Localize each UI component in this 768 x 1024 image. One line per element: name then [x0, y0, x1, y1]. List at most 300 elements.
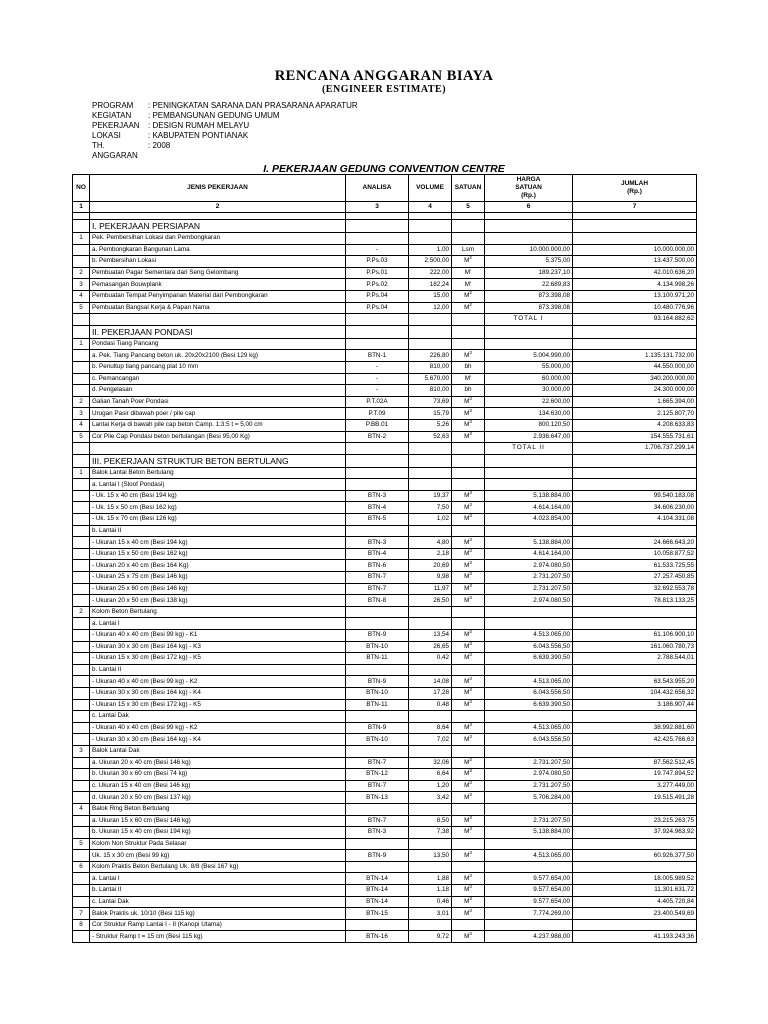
table-row: [73, 769, 697, 781]
row-harga-satuan: 22.689,83: [485, 279, 573, 291]
row-no: [73, 537, 90, 549]
row-harga-satuan: [485, 479, 573, 491]
row-harga-satuan: 6.639.390,50: [485, 653, 573, 665]
row-satuan: [452, 687, 485, 699]
header-jenis-pekerjaan: JENIS PEKERJAAN: [90, 175, 346, 202]
row-satuan: [452, 676, 485, 688]
project-info-value: : PEMBANGUNAN GEDUNG UMUM: [148, 111, 280, 120]
row-volume: 810,00: [409, 361, 452, 373]
row-harga-satuan: 6.639.390,50: [485, 699, 573, 711]
row-volume: [409, 467, 452, 479]
row-harga-satuan: 9.577.654,00: [485, 885, 573, 897]
project-info-value: : PENINGKATAN SARANA DAN PRASARANA APARATUR: [148, 101, 358, 110]
row-satuan: [452, 838, 485, 850]
row-no: [73, 514, 90, 526]
row-no: [73, 792, 90, 804]
row-jumlah: [573, 664, 697, 676]
row-satuan: [452, 244, 485, 256]
row-description: Pek. Pembersihan Lokasi dan Pembongkaran: [90, 233, 346, 245]
row-jumlah: 42.010.636,20: [573, 267, 697, 279]
row-volume: 2.500,00: [409, 256, 452, 268]
table-row: [73, 873, 697, 885]
row-no: [73, 583, 90, 595]
satuan-exponent: 2: [469, 302, 472, 307]
table-row: [73, 653, 697, 665]
row-analisa: [346, 803, 409, 815]
row-jumlah: 11.301.631,72: [573, 885, 697, 897]
row-analisa: BTN-1: [346, 350, 409, 362]
row-description: - Ukuran 15 x 50 cm (Besi 162 kg): [90, 548, 346, 560]
table-row: [73, 803, 697, 815]
satuan-text: M: [464, 596, 470, 604]
row-no: [73, 479, 90, 491]
satuan-text: bh: [464, 363, 472, 371]
section-title: I. PEKERJAAN GEDUNG CONVENTION CENTRE: [263, 163, 505, 175]
row-description: Pondasi Tiang Pancang: [90, 338, 346, 350]
row-no: [73, 722, 90, 734]
row-analisa: [346, 233, 409, 245]
satuan-exponent: 3: [469, 849, 472, 855]
satuan-exponent: 3: [469, 490, 472, 496]
row-volume: 8,50: [409, 815, 452, 827]
row-analisa: BTN-3: [346, 827, 409, 839]
table-row: [73, 722, 697, 734]
row-volume: [409, 664, 452, 676]
row-description: a. Lantai I (Sloof Pondasi): [90, 479, 346, 491]
row-satuan: [452, 606, 485, 618]
row-satuan: [452, 861, 485, 873]
row-description: Lantai Kerja di bawah pile cap beton Camp. 1:3:5 t = 5,00 cm: [90, 419, 346, 431]
row-jumlah: 61.106.900,10: [573, 630, 697, 642]
row-satuan: [452, 338, 485, 350]
row-jumlah: 41.193.243,36: [573, 931, 697, 943]
row-description: Balok Praktis uk. 10/10 (Besi 115 kg): [90, 908, 346, 920]
row-no: [73, 896, 90, 908]
row-analisa: P.T.09: [346, 408, 409, 420]
satuan-exponent: 3: [469, 583, 472, 588]
header-no: NO: [73, 175, 90, 202]
row-no: 1: [73, 338, 90, 350]
row-analisa: P.Ps.02: [346, 279, 409, 291]
row-analisa: -: [346, 373, 409, 385]
row-jumlah: 37.924.963,92: [573, 827, 697, 839]
satuan-text: M: [464, 432, 470, 440]
row-satuan: [452, 408, 485, 420]
row-satuan: [452, 537, 485, 549]
table-row: [73, 815, 697, 827]
empty-cell: [346, 220, 409, 233]
empty-cell: [452, 443, 485, 455]
row-harga-satuan: [485, 338, 573, 350]
project-info-row: [92, 131, 358, 141]
row-volume: 26,65: [409, 641, 452, 653]
row-jumlah: 87.562.512,45: [573, 757, 697, 769]
table-row: [73, 908, 697, 920]
row-harga-satuan: 4.614.164,00: [485, 502, 573, 514]
row-description: Balok Ring Beton Bertulang: [90, 803, 346, 815]
empty-cell: [485, 325, 573, 338]
row-analisa: [346, 919, 409, 931]
row-description: d. Ukuran 20 x 50 cm (Besi 137 kg): [90, 792, 346, 804]
row-volume: 7,50: [409, 502, 452, 514]
row-no: [73, 325, 90, 338]
table-row: [73, 514, 697, 526]
row-satuan: [452, 699, 485, 711]
row-jumlah: 78.813.133,25: [573, 595, 697, 607]
empty-cell: [409, 443, 452, 455]
table-row: [73, 827, 697, 839]
row-analisa: BTN-9: [346, 676, 409, 688]
row-analisa: BTN-11: [346, 653, 409, 665]
row-analisa: BTN-7: [346, 572, 409, 584]
empty-cell: [346, 213, 409, 220]
empty-cell: [485, 454, 573, 467]
header-analisa: ANALISA: [346, 175, 409, 202]
empty-cell: [452, 454, 485, 467]
satuan-text: M: [464, 724, 470, 732]
row-jumlah: 2.125.807,70: [573, 408, 697, 420]
row-satuan: [452, 618, 485, 630]
row-satuan: [452, 769, 485, 781]
empty-cell: [573, 454, 697, 467]
row-no: 1: [73, 233, 90, 245]
row-no: [73, 815, 90, 827]
row-harga-satuan: 6.043.556,50: [485, 641, 573, 653]
row-no: [73, 653, 90, 665]
row-no: [73, 850, 90, 862]
row-volume: [409, 233, 452, 245]
row-description: Balok Lantai Dak: [90, 745, 346, 757]
row-analisa: BTN-9: [346, 722, 409, 734]
row-harga-satuan: 5.138.884,00: [485, 490, 573, 502]
row-volume: 17,28: [409, 687, 452, 699]
satuan-text: M: [464, 770, 470, 778]
row-jumlah: 24.666.643,20: [573, 537, 697, 549]
empty-cell: [452, 314, 485, 326]
row-analisa: BTN-7: [346, 757, 409, 769]
row-volume: [409, 838, 452, 850]
row-harga-satuan: [485, 233, 573, 245]
row-jumlah: [573, 606, 697, 618]
satuan-exponent: 3: [469, 513, 472, 519]
satuan-text: M: [464, 782, 470, 790]
row-description: a. Lantai I: [90, 618, 346, 630]
header-harga-line3: (Rp.): [521, 192, 536, 199]
row-description: a. Ukuran 20 x 40 cm (Besi 146 kg): [90, 757, 346, 769]
table-row: [73, 361, 697, 373]
row-description: b. Lantai II: [90, 525, 346, 537]
empty-cell: [485, 213, 573, 220]
row-satuan: [452, 931, 485, 943]
row-analisa: -: [346, 244, 409, 256]
row-analisa: [346, 838, 409, 850]
col-number: 2: [90, 202, 346, 213]
row-satuan: [452, 827, 485, 839]
row-volume: [409, 618, 452, 630]
table-row: [73, 467, 697, 479]
row-no: [73, 595, 90, 607]
satuan-exponent: 3: [469, 652, 472, 658]
row-jumlah: 99.540.183,08: [573, 490, 697, 502]
row-jumlah: 4.104.331,08: [573, 514, 697, 526]
row-no: 7: [73, 908, 90, 920]
empty-cell: [409, 325, 452, 338]
table-row: [73, 850, 697, 862]
row-no: 4: [73, 419, 90, 431]
row-satuan: [452, 548, 485, 560]
row-jumlah: 34.606.230,00: [573, 502, 697, 514]
project-info-row: [92, 111, 358, 121]
table-row: [73, 431, 697, 443]
satuan-text: M: [464, 303, 470, 311]
row-harga-satuan: 4.614.164,00: [485, 548, 573, 560]
satuan-exponent: 3: [469, 826, 472, 832]
row-jumlah: 1.135.131.732,00: [573, 350, 697, 362]
row-analisa: BTN-9: [346, 630, 409, 642]
row-description: - Ukuran 40 x 40 cm (Besi 99 kg) - K2: [90, 676, 346, 688]
row-jumlah: 61.533.725,55: [573, 560, 697, 572]
row-satuan: [452, 780, 485, 792]
table-row: [73, 676, 697, 688]
row-volume: 810,00: [409, 385, 452, 397]
row-description: c. Pemancangan: [90, 373, 346, 385]
row-harga-satuan: [485, 664, 573, 676]
satuan-text: M: [464, 257, 470, 265]
table-row: [73, 537, 697, 549]
header-jumlah: [573, 175, 697, 202]
satuan-exponent: 3: [469, 907, 472, 913]
section-header-row: [73, 454, 697, 467]
row-analisa: [346, 711, 409, 723]
row-jumlah: [573, 618, 697, 630]
project-info-key: PROGRAM: [92, 101, 134, 110]
row-volume: 1,20: [409, 780, 452, 792]
satuan-text: M: [464, 677, 470, 685]
row-jumlah: 18.005.989,52: [573, 873, 697, 885]
row-description: - Ukuran 30 x 30 cm (Besi 164 kg) - K4: [90, 687, 346, 699]
budget-table: [72, 174, 697, 943]
row-jumlah: 340.200.000,00: [573, 373, 697, 385]
row-satuan: [452, 267, 485, 279]
satuan-exponent: 3: [469, 501, 472, 507]
row-jumlah: 44.550.000,00: [573, 361, 697, 373]
row-jumlah: 19.747.894,52: [573, 769, 697, 781]
table-row: [73, 560, 697, 572]
row-satuan: [452, 525, 485, 537]
satuan-exponent: 3: [469, 675, 472, 681]
row-jumlah: [573, 479, 697, 491]
row-harga-satuan: 5.138.884,00: [485, 537, 573, 549]
row-satuan: [452, 908, 485, 920]
satuan-text: M: [464, 398, 470, 406]
row-satuan: [452, 630, 485, 642]
row-harga-satuan: 4.513.065,00: [485, 676, 573, 688]
row-satuan: [452, 792, 485, 804]
section-header-label: I. PEKERJAAN PERSIAPAN: [90, 220, 346, 233]
satuan-exponent: 3: [469, 431, 472, 436]
row-description: d. Pengelasan: [90, 385, 346, 397]
spacer-row: [73, 213, 697, 220]
empty-cell: [73, 443, 90, 455]
row-no: [73, 350, 90, 362]
row-harga-satuan: 9.577.654,00: [485, 896, 573, 908]
table-row: [73, 290, 697, 302]
satuan-exponent: 3: [469, 419, 472, 425]
satuan-text: M: [464, 550, 470, 558]
row-analisa: BTN-14: [346, 873, 409, 885]
row-satuan: [452, 885, 485, 897]
satuan-text: M: [464, 886, 470, 894]
row-description: - Ukuran 40 x 40 cm (Besi 99 kg) - K2: [90, 722, 346, 734]
row-description: - Ukuran 15 x 30 cm (Besi 172 kg) - K5: [90, 653, 346, 665]
row-no: [73, 676, 90, 688]
row-satuan: [452, 479, 485, 491]
row-harga-satuan: 5.004.990,00: [485, 350, 573, 362]
empty-cell: [573, 220, 697, 233]
header-volume: VOLUME: [409, 175, 452, 202]
row-satuan: [452, 302, 485, 314]
row-jumlah: 3.277.449,00: [573, 780, 697, 792]
row-jumlah: [573, 919, 697, 931]
row-analisa: BTN-10: [346, 687, 409, 699]
table-row: [73, 711, 697, 723]
row-jumlah: [573, 467, 697, 479]
section-header-row: [73, 220, 697, 233]
row-description: a. Lantai I: [90, 873, 346, 885]
satuan-text: M: [464, 828, 470, 836]
row-harga-satuan: 55.000,00: [485, 361, 573, 373]
row-volume: 1,00: [409, 244, 452, 256]
col-number: 3: [346, 202, 409, 213]
row-volume: 4,80: [409, 537, 452, 549]
table-row: [73, 792, 697, 804]
row-no: [73, 780, 90, 792]
row-jumlah: 19.515.491,28: [573, 792, 697, 804]
row-analisa: BTN-10: [346, 734, 409, 746]
satuan-text: M: [464, 292, 470, 300]
total-row: [73, 314, 697, 326]
table-row: [73, 780, 697, 792]
row-volume: 222,00: [409, 267, 452, 279]
row-description: c. Lantai Dak: [90, 896, 346, 908]
row-satuan: [452, 757, 485, 769]
row-description: - Ukuran 20 x 50 cm (Besi 138 kg): [90, 595, 346, 607]
row-analisa: P.Ps.04: [346, 302, 409, 314]
row-no: [73, 873, 90, 885]
row-harga-satuan: 9.577.654,00: [485, 873, 573, 885]
section-header-row: [73, 325, 697, 338]
col-number: 7: [573, 202, 697, 213]
row-jumlah: 38.992.881,60: [573, 722, 697, 734]
empty-cell: [409, 314, 452, 326]
row-analisa: BTN-8: [346, 595, 409, 607]
row-no: [73, 630, 90, 642]
row-description: a. Pembongkaran Bangunan Lama: [90, 244, 346, 256]
satuan-exponent: 2: [469, 255, 472, 261]
satuan-exponent: 3: [469, 757, 472, 762]
row-volume: 1,88: [409, 873, 452, 885]
empty-cell: [573, 325, 697, 338]
row-analisa: BTN-6: [346, 560, 409, 572]
satuan-exponent: 2: [469, 290, 472, 296]
table-row: [73, 338, 697, 350]
row-satuan: [452, 919, 485, 931]
row-satuan: [452, 896, 485, 908]
row-analisa: BTN-7: [346, 780, 409, 792]
row-harga-satuan: [485, 745, 573, 757]
table-row: [73, 699, 697, 711]
row-no: 3: [73, 279, 90, 291]
row-jumlah: 3.186.907,44: [573, 699, 697, 711]
row-volume: 52,63: [409, 431, 452, 443]
satuan-exponent: 3: [469, 815, 472, 820]
row-harga-satuan: [485, 618, 573, 630]
satuan-text: bh: [464, 386, 472, 394]
row-jumlah: 42.425.766,63: [573, 734, 697, 746]
row-jumlah: 60.926.377,50: [573, 850, 697, 862]
empty-cell: [346, 314, 409, 326]
row-harga-satuan: 873.398,08: [485, 302, 573, 314]
header-jumlah-line1: JUMLAH: [620, 180, 649, 187]
table-row: [73, 419, 697, 431]
row-satuan: [452, 641, 485, 653]
row-description: - Ukuran 25 x 75 cm (Besi 146 kg): [90, 572, 346, 584]
row-harga-satuan: 30.000,00: [485, 385, 573, 397]
row-no: [73, 256, 90, 268]
row-description: Galian Tanah Poer Pondasi: [90, 396, 346, 408]
row-harga-satuan: [485, 467, 573, 479]
total-value: 1.706.737.299,14: [573, 443, 697, 455]
satuan-exponent: 3: [469, 896, 472, 901]
satuan-text: M': [464, 269, 472, 277]
row-description: b. Ukuran 30 x 60 cm (Besi 74 kg): [90, 769, 346, 781]
row-jumlah: [573, 525, 697, 537]
row-harga-satuan: 5.375,00: [485, 256, 573, 268]
row-description: - Uk. 15 x 70 cm (Besi 126 kg): [90, 514, 346, 526]
row-no: [73, 502, 90, 514]
row-no: [73, 220, 90, 233]
row-harga-satuan: 4.513.065,00: [485, 850, 573, 862]
row-harga-satuan: 5.138.884,00: [485, 827, 573, 839]
satuan-exponent: 3: [469, 407, 472, 413]
row-no: [73, 560, 90, 572]
table-row: [73, 838, 697, 850]
satuan-text: M: [464, 584, 470, 592]
row-harga-satuan: 2.936.647,00: [485, 431, 573, 443]
empty-cell: [90, 443, 346, 455]
satuan-text: M: [464, 573, 470, 581]
table-row: [73, 583, 697, 595]
table-row: [73, 606, 697, 618]
satuan-exponent: 3: [469, 536, 472, 542]
row-volume: [409, 338, 452, 350]
table-row: [73, 502, 697, 514]
row-analisa: [346, 861, 409, 873]
row-satuan: [452, 514, 485, 526]
row-no: [73, 699, 90, 711]
satuan-text: M: [464, 909, 470, 917]
table-row: [73, 373, 697, 385]
empty-cell: [73, 213, 90, 220]
row-no: [73, 572, 90, 584]
row-no: [73, 490, 90, 502]
row-analisa: [346, 745, 409, 757]
header-satuan: SATUAN: [452, 175, 485, 202]
row-analisa: BTN-12: [346, 769, 409, 781]
row-harga-satuan: 6.043.556,50: [485, 687, 573, 699]
row-harga-satuan: 7.774.269,00: [485, 908, 573, 920]
satuan-exponent: 3: [469, 548, 472, 554]
